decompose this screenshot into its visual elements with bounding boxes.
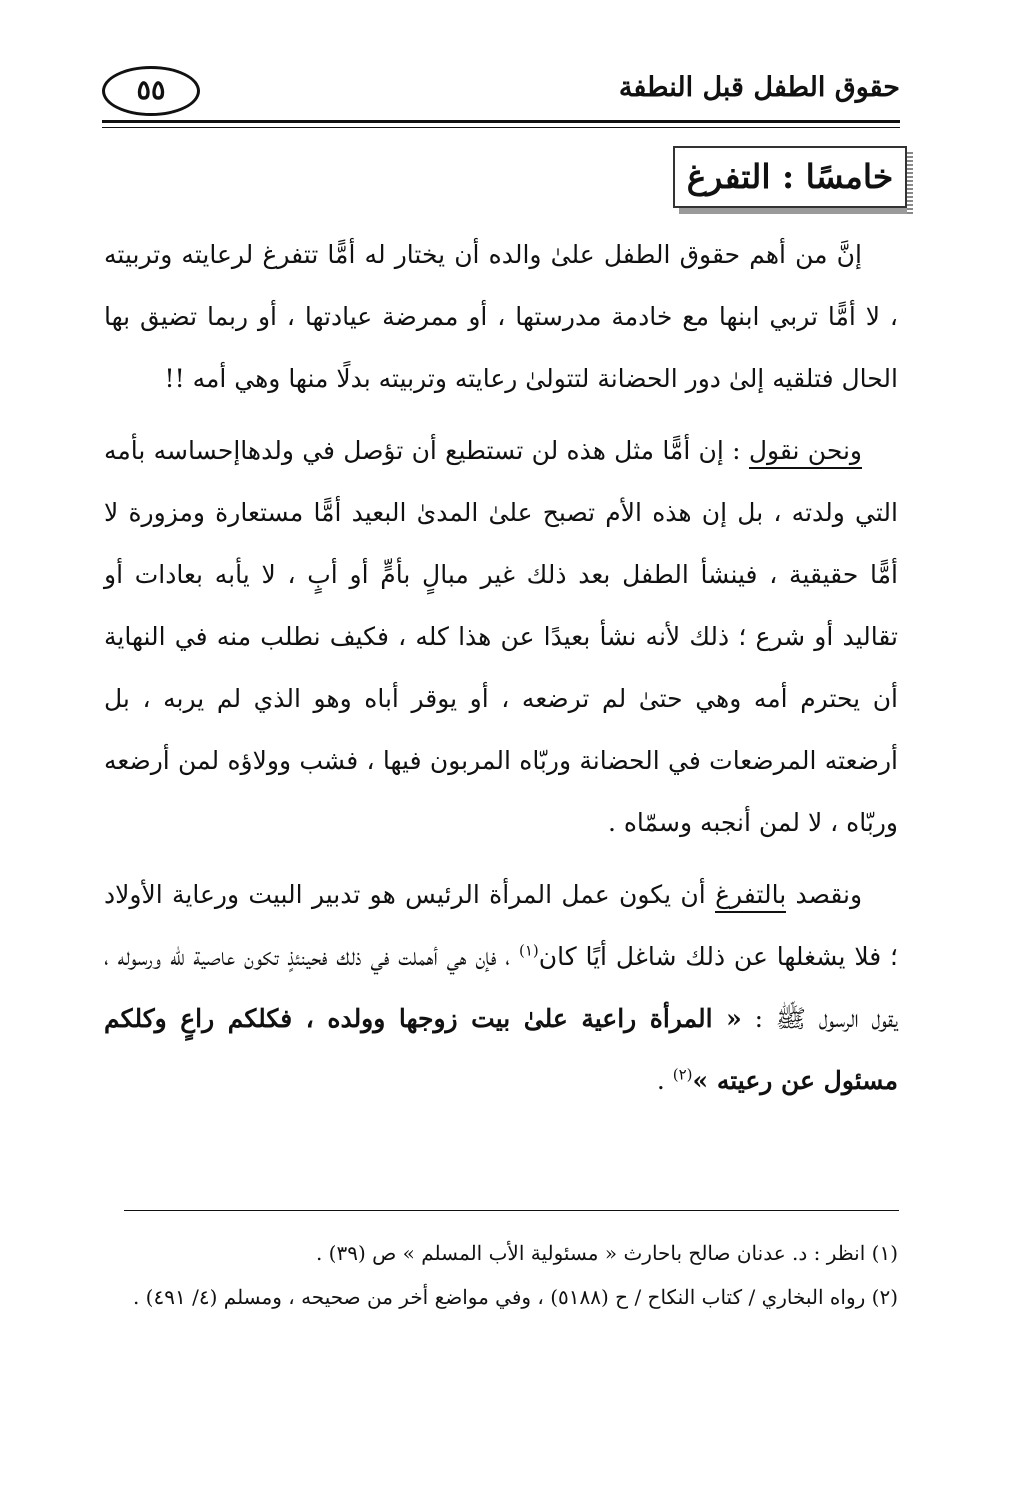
running-title: حقوق الطفل قبل النطفة (618, 72, 900, 103)
paragraph-2-text: : إن أمًّا مثل هذه لن تستطيع أن تؤصل في ولدهاإحساسه بأمه التي ولدته ، بل إن هذه الأم تصبح علىٰ المدىٰ البعيد أمًّا مستعارة ومزورة لا أمًّا حقيقية ، فينشأ الطفل بعد ذلك غير مبالٍ بأمٍّ أو أبٍ ، لا يأبه بعادات أو تقاليد أو شرع ؛ ذلك لأنه نشأ بعيدًا عن هذا كله ، فكيف نطلب منه في النهاية أن يحترم أمه وهي حتىٰ لم ترضعه ، أو يوقر أباه وهو الذي لم يربه ، بل أرضعته المرضعات في الحضانة وربّاه المربون فيها ، فشب وولاؤه لمن أرضعه وربّاه ، لا لمن أنجبه وسمّاه . (104, 436, 898, 837)
section-heading: خامسًا : التفرغ (673, 146, 907, 208)
paragraph-2-lead: ونحن نقول (749, 436, 862, 469)
paragraph-3-end: . (656, 1066, 665, 1095)
footnote-separator (124, 1210, 899, 1211)
hadith-quote: « المرأة راعية علىٰ بيت زوجها وولده ، فكلكم راعٍ وكلكم مسئول عن رعيته » (104, 1004, 898, 1095)
paragraph-1: إنَّ من أهم حقوق الطفل علىٰ والده أن يختار له أمًّا تتفرغ لرعايته وتربيته ، لا أمًّا تربي ابنها مع خادمة مدرستها ، أو ممرضة عيادتها ، أو ربما تضيق بها الحال فتلقيه إلىٰ دور الحضانة لتتولىٰ رعايته وتربيته بدلًا منها وهي أمه !! (104, 240, 898, 393)
header-rule-thick (102, 120, 900, 123)
page-number: ٥٥ (102, 66, 200, 116)
paragraph-2 (104, 420, 898, 854)
footnote-ref-2: (٢) (672, 1065, 693, 1084)
body-text (104, 224, 898, 1122)
footnote-1: (١) انظر : د. عدنان صالح باحارث « مسئولية الأب المسلم » ص (٣٩) . (315, 1241, 898, 1265)
paragraph-3-term: بالتفرغ (715, 880, 786, 913)
footnotes (104, 1232, 898, 1320)
paragraph-3-text-2: ، فإن هي أهملت في ذلك فحينئذٍ تكون عاصية للّٰه ورسوله ، يقول الرسول ﷺ : (104, 942, 898, 1033)
paragraph-3 (104, 864, 898, 1112)
paragraph-3-text-1: أن يكون عمل المرأة الرئيس هو تدبير البيت ورعاية الأولاد ؛ فلا يشغلها عن ذلك شاغل أيًا كان (104, 880, 898, 971)
footnote-ref-1: (١) (518, 941, 539, 960)
page-header (102, 62, 900, 124)
footnote-2: (٢) رواه البخاري / كتاب النكاح / ح (٥١٨٨) ، وفي مواضع أخر من صحيحه ، ومسلم (٤/ ٤٩١) . (132, 1285, 898, 1309)
paragraph-3-lead: ونقصد (795, 880, 863, 909)
header-rule-thin (102, 127, 900, 128)
